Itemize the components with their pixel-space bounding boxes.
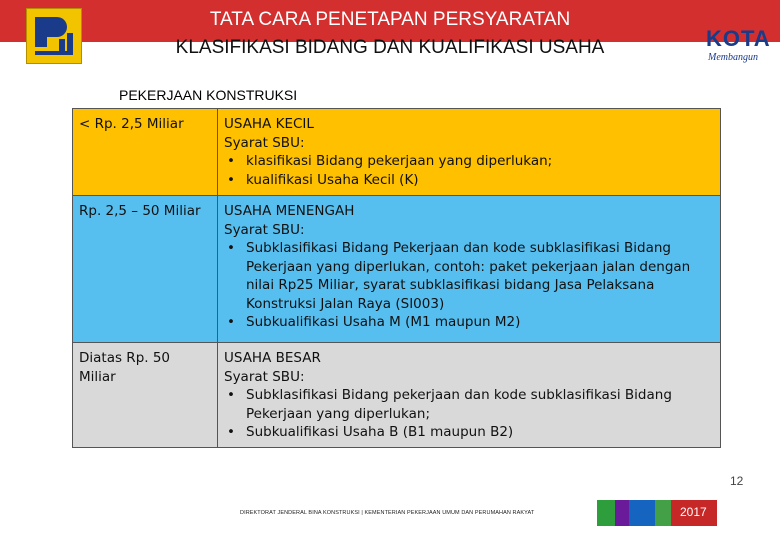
requirement-list bbox=[224, 152, 714, 189]
value-range-cell: Diatas Rp. 50 Miliar bbox=[73, 343, 218, 448]
footer-year: 2017 bbox=[680, 505, 707, 519]
section-label: PEKERJAAN KONSTRUKSI bbox=[119, 87, 298, 103]
requirement-subheading: Syarat SBU: bbox=[224, 134, 305, 151]
value-range-cell: Rp. 2,5 – 50 Miliar bbox=[73, 196, 218, 343]
value-range-cell: < Rp. 2,5 Miliar bbox=[73, 109, 218, 196]
slide-title bbox=[120, 8, 660, 60]
logo-word: KOTA bbox=[706, 26, 771, 51]
requirements-table bbox=[72, 108, 721, 448]
business-size-heading: USAHA KECIL bbox=[224, 116, 314, 132]
list-item: • klasifikasi Bidang pekerjaan yang diperlukan; bbox=[224, 152, 714, 171]
title-line-1: TATA CARA PENETAPAN PERSYARATAN bbox=[209, 9, 571, 30]
footer-stripe-blue bbox=[629, 500, 655, 526]
list-item: • kualifikasi Usaha Kecil (K) bbox=[224, 171, 714, 190]
requirements-cell bbox=[218, 343, 721, 448]
footer-stripe-green bbox=[597, 500, 615, 526]
table-row bbox=[73, 196, 721, 343]
list-item: • Subklasifikasi Bidang Pekerjaan dan kode subklasifikasi Bidang Pekerjaan yang diperlukan, contoh: paket pekerjaan jalan dengan nilai Rp25 Miliar, syarat subklasifikasi bidang Jasa Pelaksana Konstruksi Jalan Raya (SI003) bbox=[224, 239, 714, 313]
requirements-cell bbox=[218, 109, 721, 196]
footer-stripe-purple bbox=[615, 500, 629, 526]
title-line-2: KLASIFIKASI BIDANG DAN KUALIFIKASI USAHA bbox=[175, 37, 605, 58]
logo-tagline: Membangun bbox=[708, 52, 758, 63]
footer-organization-text: DIREKTORAT JENDERAL BINA KONSTRUKSI | KEMENTERIAN PEKERJAAN UMUM DAN PERUMAHAN RAKYAT bbox=[240, 510, 535, 516]
table-row bbox=[73, 109, 721, 196]
business-size-heading: USAHA MENENGAH bbox=[224, 203, 355, 219]
footer-stripe-lightgreen bbox=[655, 500, 671, 526]
requirement-subheading: Syarat SBU: bbox=[224, 368, 305, 385]
requirement-list bbox=[224, 386, 714, 442]
list-item: • Subklasifikasi Bidang pekerjaan dan kode subklasifikasi Bidang Pekerjaan yang diperlukan; bbox=[224, 386, 714, 423]
raised-hand-icon bbox=[724, 6, 746, 28]
requirement-subheading: Syarat SBU: bbox=[224, 221, 305, 238]
kota-membangun-logo bbox=[700, 4, 771, 66]
business-size-heading: USAHA BESAR bbox=[224, 350, 321, 366]
page-number: 12 bbox=[730, 474, 744, 488]
list-item: • Subkualifikasi Usaha B (B1 maupun B2) bbox=[224, 423, 714, 442]
list-item: • Subkualifikasi Usaha M (M1 maupun M2) bbox=[224, 313, 714, 332]
ministry-logo bbox=[26, 8, 82, 64]
table-row bbox=[73, 343, 721, 448]
requirement-list bbox=[224, 239, 714, 332]
requirements-cell bbox=[218, 196, 721, 343]
